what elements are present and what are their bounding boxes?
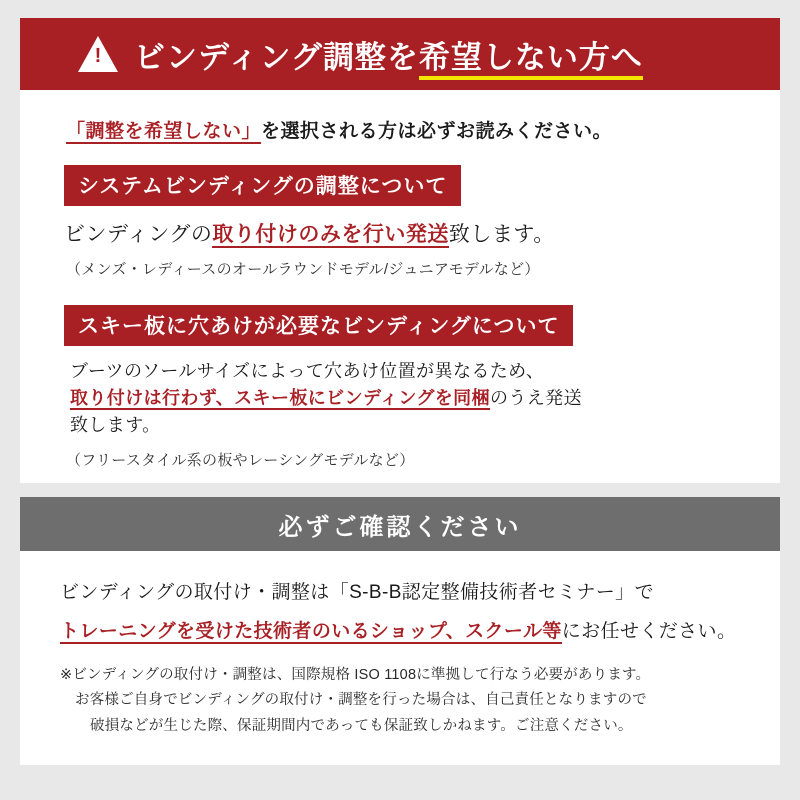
section-1-line-prefix: ビンディングの (64, 223, 213, 246)
section-2-after-emphasis: のうえ発送 (489, 388, 582, 408)
red-banner (20, 18, 780, 90)
section-1-note: （メンズ・レディースのオールラウンドモデル/ジュニアモデルなど） (66, 261, 540, 278)
grey-banner (20, 497, 780, 551)
binding-adjustment-card (20, 18, 780, 483)
banner-title-plain: ビンディング調整を (134, 39, 419, 75)
lead-emphasis: 「調整を希望しない」 (66, 121, 262, 142)
confirmation-line-2-emphasis: トレーニングを受けた技術者のいるショップ、スクール等 (60, 621, 562, 642)
confirmation-note-1: ※ビンディングの取付け・調整は、国際規格 ISO 1108に準拠して行なう必要があります。 (60, 667, 651, 683)
banner-title (134, 32, 643, 77)
confirmation-note-2: お客様ご自身でビンディングの取付け・調整を行った場合は、自己責任となりますので (75, 692, 647, 709)
card-body (20, 90, 780, 470)
section-1-line-suffix: 致します。 (448, 223, 555, 246)
section-1-heading: システムビンディングの調整について (64, 165, 461, 206)
section-1-line-emphasis: 取り付けのみを行い発送 (212, 223, 449, 246)
lead-rest: を選択される方は必ずお読みください。 (261, 121, 613, 142)
confirmation-body (20, 551, 780, 739)
confirmation-line-2 (60, 616, 740, 643)
confirmation-notes (60, 663, 740, 739)
grey-banner-title: 必ずご確認ください (278, 513, 522, 541)
section-2-line1: ブーツのソールサイズによって穴あけ位置が異なるため、 (70, 361, 545, 381)
section-1-line (64, 218, 746, 248)
confirmation-note-3: 破損などが生じた際、保証期間内であっても保証致しかねます。ご注意ください。 (90, 717, 633, 734)
section-drilling-required (54, 305, 746, 470)
section-2-note: （フリースタイル系の板やレーシングモデルなど） (66, 452, 415, 469)
section-2-emphasis: 取り付けは行わず、スキー板にビンディングを同梱 (70, 388, 490, 408)
banner-title-highlight: 希望しない方へ (419, 40, 643, 80)
section-2-heading: スキー板に穴あけが必要なビンディングについて (64, 305, 573, 346)
section-2-line3: 致します。 (70, 415, 161, 435)
warning-triangle-icon: ! (78, 36, 118, 72)
section-system-binding (54, 165, 746, 279)
confirmation-line-1: ビンディングの取付け・調整は「S-B-B認定整備技術者セミナー」で (60, 582, 654, 603)
confirmation-line-2-suffix: にお任せください。 (561, 621, 737, 642)
lead-text (66, 116, 746, 143)
confirmation-card (20, 497, 780, 765)
section-2-paragraph (70, 358, 746, 439)
